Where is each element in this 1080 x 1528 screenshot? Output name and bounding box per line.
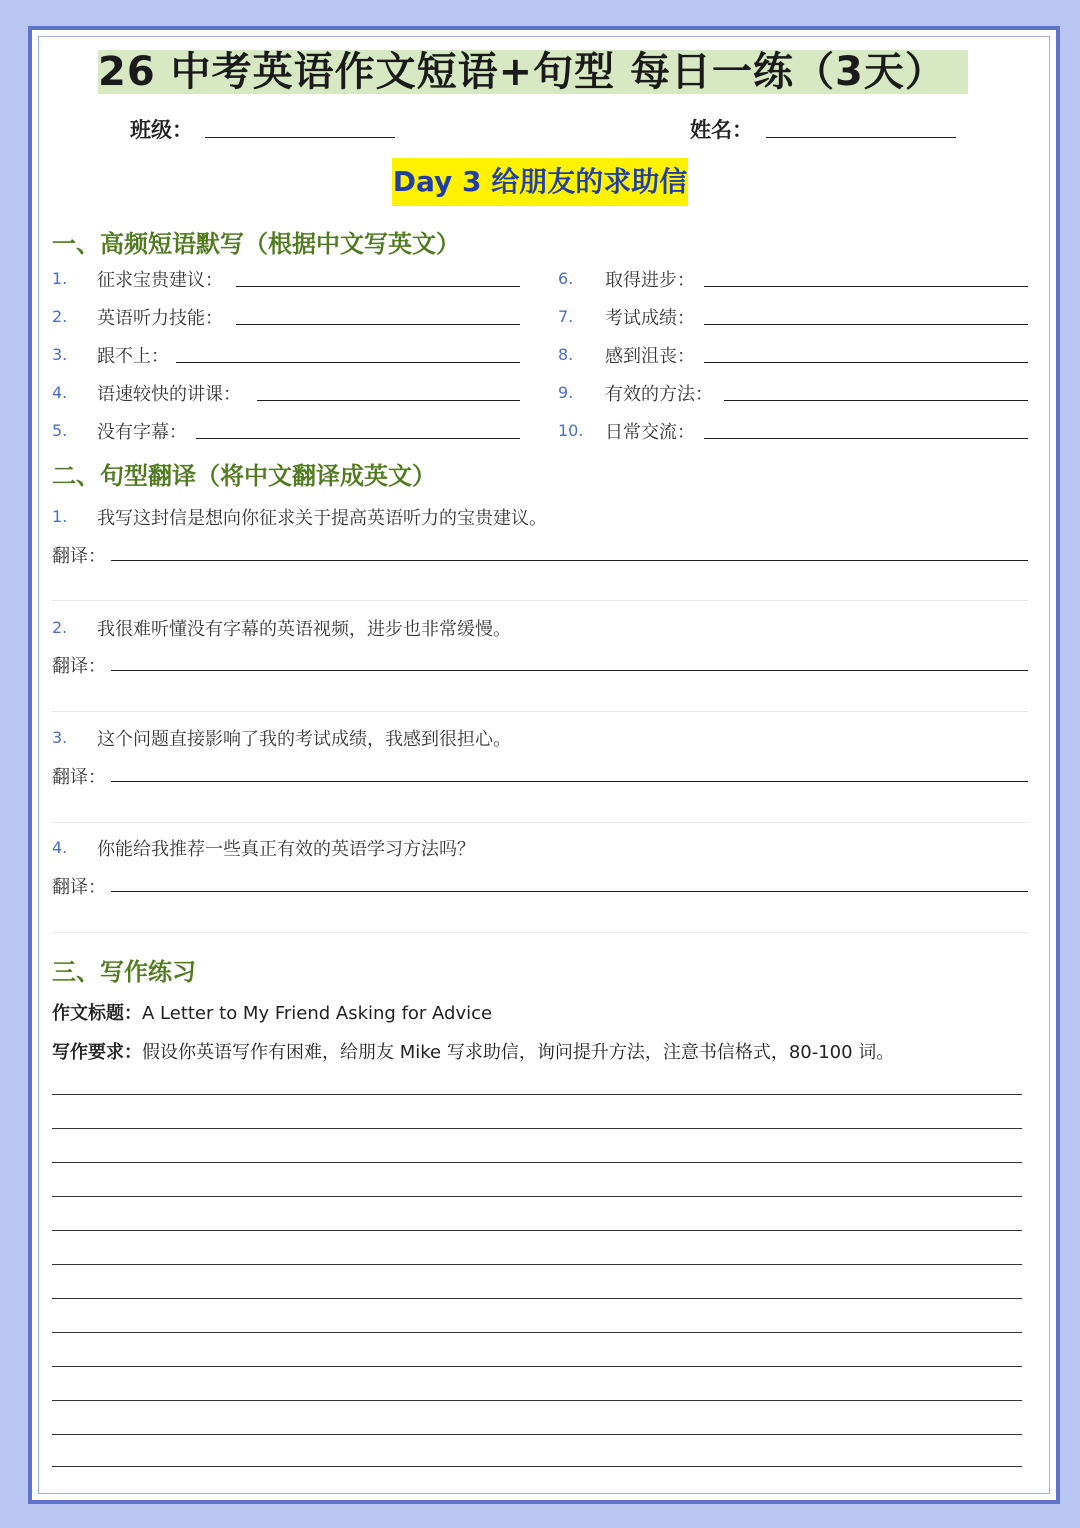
sentence-num: 3. xyxy=(52,728,68,747)
phrase-prompt: 跟不上： xyxy=(97,346,169,367)
phrase-answer-line[interactable] xyxy=(176,362,520,363)
writing-line[interactable] xyxy=(52,1366,1022,1367)
name-field[interactable] xyxy=(766,137,956,138)
requirement-text: 假设你英语写作有困难，给朋友 Mike 写求助信，询问提升方法，注意书信格式，80-100 词。 xyxy=(142,1042,895,1063)
requirement-row xyxy=(52,1038,894,1064)
phrase-prompt: 日常交流： xyxy=(605,422,695,443)
section1-title: 一、高频短语默写（根据中文写英文） xyxy=(52,230,460,258)
phrase-num: 4. xyxy=(52,383,68,402)
page-title: 26 中考英语作文短语+句型 每日一练（3天） xyxy=(98,50,968,94)
translate-answer-line[interactable] xyxy=(111,560,1028,561)
phrase-answer-line[interactable] xyxy=(236,324,520,325)
divider xyxy=(52,711,1028,712)
class-label: 班级： xyxy=(130,117,193,142)
writing-line[interactable] xyxy=(52,1264,1022,1265)
writing-line[interactable] xyxy=(52,1162,1022,1163)
section3-title: 三、写作练习 xyxy=(52,958,196,986)
phrase-prompt: 语速较快的讲课： xyxy=(97,384,241,405)
translate-label: 翻译： xyxy=(52,656,106,677)
phrase-answer-line[interactable] xyxy=(704,362,1028,363)
phrase-prompt: 有效的方法： xyxy=(605,384,713,405)
sentence-num: 4. xyxy=(52,838,68,857)
phrase-prompt: 感到沮丧： xyxy=(605,346,695,367)
phrase-prompt: 考试成绩： xyxy=(605,308,695,329)
phrase-num: 3. xyxy=(52,345,68,364)
writing-line[interactable] xyxy=(52,1128,1022,1129)
phrase-prompt: 取得进步： xyxy=(605,270,695,291)
sentence-num: 1. xyxy=(52,507,68,526)
translate-answer-line[interactable] xyxy=(111,781,1028,782)
phrase-answer-line[interactable] xyxy=(704,286,1028,287)
phrase-prompt: 没有字幕： xyxy=(97,422,187,443)
sentence-prompt: 我写这封信是想向你征求关于提高英语听力的宝贵建议。 xyxy=(97,508,547,529)
writing-line[interactable] xyxy=(52,1466,1022,1467)
writing-line[interactable] xyxy=(52,1298,1022,1299)
topic-text: A Letter to My Friend Asking for Advice xyxy=(142,1003,493,1024)
phrase-answer-line[interactable] xyxy=(257,400,520,401)
translate-answer-line[interactable] xyxy=(111,891,1028,892)
writing-line[interactable] xyxy=(52,1094,1022,1095)
sentence-prompt: 这个问题直接影响了我的考试成绩，我感到很担心。 xyxy=(97,729,511,750)
phrase-answer-line[interactable] xyxy=(704,324,1028,325)
phrase-prompt: 征求宝贵建议： xyxy=(97,270,223,291)
writing-line[interactable] xyxy=(52,1196,1022,1197)
phrase-num: 2. xyxy=(52,307,68,326)
phrase-num: 9. xyxy=(558,383,574,402)
requirement-label: 写作要求： xyxy=(52,1042,142,1063)
phrase-num: 10. xyxy=(558,421,584,440)
topic-row xyxy=(52,999,492,1025)
writing-line[interactable] xyxy=(52,1230,1022,1231)
divider xyxy=(52,600,1028,601)
name-label: 姓名： xyxy=(690,117,753,142)
phrase-answer-line[interactable] xyxy=(236,286,520,287)
translate-label: 翻译： xyxy=(52,877,106,898)
writing-line[interactable] xyxy=(52,1400,1022,1401)
phrase-answer-line[interactable] xyxy=(196,438,520,439)
phrase-num: 1. xyxy=(52,269,68,288)
class-field[interactable] xyxy=(205,137,395,138)
day-title: Day 3 给朋友的求助信 xyxy=(392,158,688,206)
divider xyxy=(52,822,1028,823)
phrase-answer-line[interactable] xyxy=(724,400,1028,401)
phrase-num: 7. xyxy=(558,307,574,326)
phrase-num: 6. xyxy=(558,269,574,288)
section2-title: 二、句型翻译（将中文翻译成英文） xyxy=(52,462,436,490)
translate-label: 翻译： xyxy=(52,767,106,788)
phrase-answer-line[interactable] xyxy=(704,438,1028,439)
translate-label: 翻译： xyxy=(52,546,106,567)
sentence-prompt: 你能给我推荐一些真正有效的英语学习方法吗？ xyxy=(97,839,475,860)
writing-line[interactable] xyxy=(52,1434,1022,1435)
sentence-prompt: 我很难听懂没有字幕的英语视频，进步也非常缓慢。 xyxy=(97,619,511,640)
divider xyxy=(52,932,1028,933)
phrase-prompt: 英语听力技能： xyxy=(97,308,223,329)
phrase-num: 8. xyxy=(558,345,574,364)
sentence-num: 2. xyxy=(52,618,68,637)
phrase-num: 5. xyxy=(52,421,68,440)
writing-line[interactable] xyxy=(52,1332,1022,1333)
translate-answer-line[interactable] xyxy=(111,670,1028,671)
topic-label: 作文标题： xyxy=(52,1003,142,1024)
